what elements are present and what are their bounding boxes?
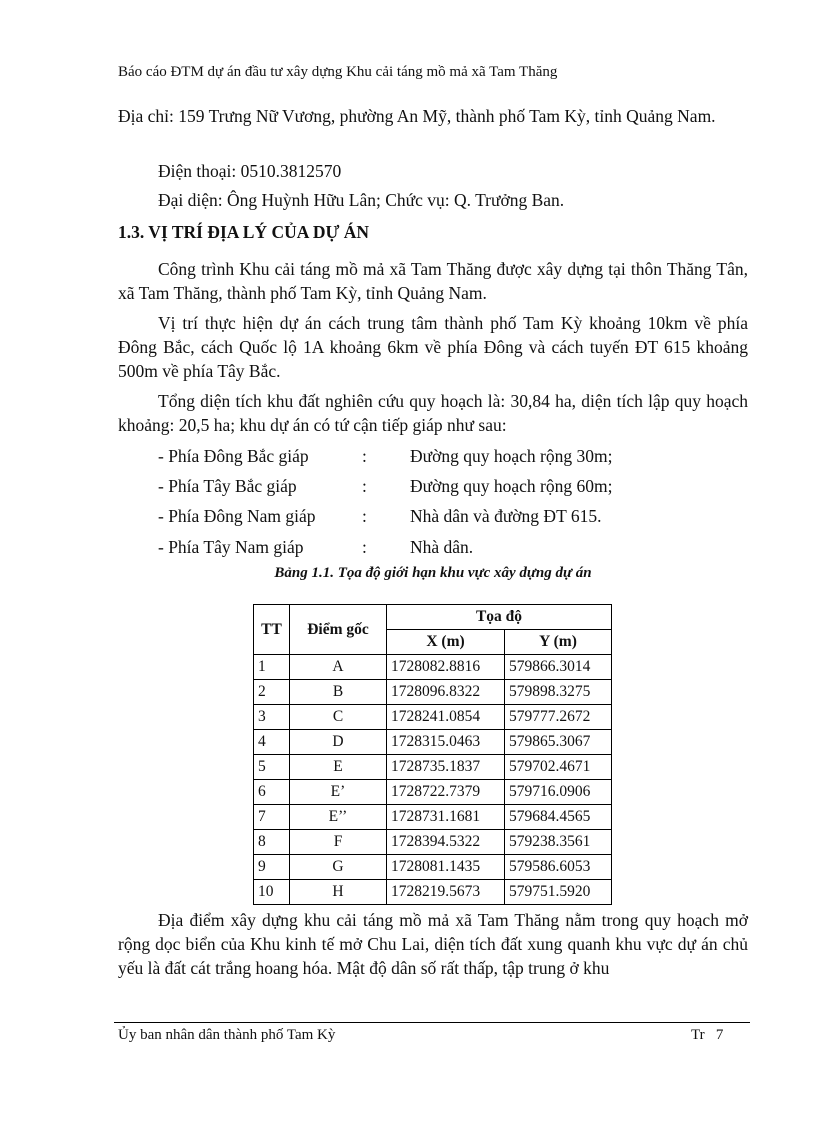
- border-description: Đường quy hoạch rộng 30m;: [410, 446, 613, 466]
- cell-y: 579751.5920: [505, 880, 612, 905]
- cell-x: 1728219.5673: [387, 880, 505, 905]
- cell-x: 1728735.1837: [387, 755, 505, 780]
- table-row: [254, 830, 612, 855]
- cell-y: 579702.4671: [505, 755, 612, 780]
- cell-x: 1728096.8322: [387, 680, 505, 705]
- cell-tt: 8: [254, 830, 290, 855]
- footer-organization: Ủy ban nhân dân thành phố Tam Kỳ: [118, 1027, 336, 1043]
- table-row: [254, 655, 612, 680]
- cell-point: B: [290, 680, 387, 705]
- address-paragraph: Địa chỉ: 159 Trưng Nữ Vương, phường An Mỹ, thành phố Tam Kỳ, tỉnh Quảng Nam.: [118, 106, 716, 126]
- table-row: [254, 680, 612, 705]
- border-separator: :: [362, 537, 367, 557]
- cell-x: 1728241.0854: [387, 705, 505, 730]
- cell-tt: 9: [254, 855, 290, 880]
- border-side: - Phía Tây Bắc giáp: [158, 476, 297, 496]
- cell-tt: 2: [254, 680, 290, 705]
- cell-tt: 4: [254, 730, 290, 755]
- cell-tt: 5: [254, 755, 290, 780]
- location-paragraph: Công trình Khu cải táng mồ mả xã Tam Thăng được xây dựng tại thôn Thăng Tân, xã Tam Thăng, thành phố Tam Kỳ, tỉnh Quảng Nam.: [118, 259, 748, 303]
- header-x: X (m): [387, 630, 505, 655]
- cell-tt: 1: [254, 655, 290, 680]
- cell-x: 1728081.1435: [387, 855, 505, 880]
- cell-x: 1728394.5322: [387, 830, 505, 855]
- cell-tt: 10: [254, 880, 290, 905]
- cell-point: E’: [290, 780, 387, 805]
- table-row: [254, 780, 612, 805]
- cell-y: 579777.2672: [505, 705, 612, 730]
- distance-paragraph: Vị trí thực hiện dự án cách trung tâm thành phố Tam Kỳ khoảng 10km về phía Đông Bắc, cách Quốc lộ 1A khoảng 6km về phía Đông và cách tuyến ĐT 615 khoảng 500m về phía Tây Bắc.: [118, 313, 748, 381]
- running-header: Báo cáo ĐTM dự án đầu tư xây dựng Khu cải táng mồ mả xã Tam Thăng: [118, 64, 558, 80]
- site-paragraph: Địa điểm xây dựng khu cải táng mồ mả xã Tam Thăng nằm trong quy hoạch mở rộng dọc biển của Khu kinh tế mở Chu Lai, diện tích đất xung quanh khu vực dự án chủ yếu là đất cát trắng hoang hóa. Mật độ dân số rất thấp, tập trung ở khu: [118, 910, 748, 978]
- table-row: [254, 755, 612, 780]
- phone-line: Điện thoại: 0510.3812570: [158, 161, 342, 181]
- border-separator: :: [362, 476, 367, 496]
- header-tt: TT: [254, 605, 290, 655]
- cell-y: 579586.6053: [505, 855, 612, 880]
- table-row: [254, 855, 612, 880]
- cell-y: 579684.4565: [505, 805, 612, 830]
- cell-point: C: [290, 705, 387, 730]
- cell-point: G: [290, 855, 387, 880]
- cell-point: D: [290, 730, 387, 755]
- section-heading: 1.3. VỊ TRÍ ĐỊA LÝ CỦA DỰ ÁN: [118, 222, 370, 242]
- cell-tt: 6: [254, 780, 290, 805]
- border-side: - Phía Đông Bắc giáp: [158, 446, 309, 466]
- border-separator: :: [362, 446, 367, 466]
- cell-y: 579865.3067: [505, 730, 612, 755]
- border-side: - Phía Đông Nam giáp: [158, 506, 316, 526]
- cell-x: 1728722.7379: [387, 780, 505, 805]
- border-separator: :: [362, 506, 367, 526]
- cell-y: 579898.3275: [505, 680, 612, 705]
- header-point: Điểm gốc: [290, 605, 387, 655]
- cell-point: H: [290, 880, 387, 905]
- cell-tt: 3: [254, 705, 290, 730]
- cell-point: F: [290, 830, 387, 855]
- border-side: - Phía Tây Nam giáp: [158, 537, 304, 557]
- coordinates-table: [253, 604, 612, 905]
- border-description: Đường quy hoạch rộng 60m;: [410, 476, 613, 496]
- cell-y: 579866.3014: [505, 655, 612, 680]
- table-row: [254, 705, 612, 730]
- cell-x: 1728315.0463: [387, 730, 505, 755]
- table-row: [254, 805, 612, 830]
- table-caption: Bảng 1.1. Tọa độ giới hạn khu vực xây dựng dự án: [274, 565, 592, 581]
- area-paragraph: Tổng diện tích khu đất nghiên cứu quy hoạch là: 30,84 ha, diện tích lập quy hoạch khoảng: 20,5 ha; khu dự án có tứ cận tiếp giáp như sau:: [118, 391, 748, 435]
- cell-point: A: [290, 655, 387, 680]
- table-row: [254, 730, 612, 755]
- cell-point: E: [290, 755, 387, 780]
- footer-divider: [114, 1022, 750, 1023]
- border-description: Nhà dân và đường ĐT 615.: [410, 506, 602, 526]
- cell-y: 579716.0906: [505, 780, 612, 805]
- cell-y: 579238.3561: [505, 830, 612, 855]
- header-coordinates: Tọa độ: [387, 605, 612, 630]
- table-row: [254, 880, 612, 905]
- cell-point: E’’: [290, 805, 387, 830]
- page-number: Tr 7: [691, 1027, 724, 1043]
- border-description: Nhà dân.: [410, 537, 474, 557]
- cell-tt: 7: [254, 805, 290, 830]
- representative-line: Đại diện: Ông Huỳnh Hữu Lân; Chức vụ: Q. Trưởng Ban.: [158, 190, 565, 210]
- cell-x: 1728731.1681: [387, 805, 505, 830]
- cell-x: 1728082.8816: [387, 655, 505, 680]
- header-y: Y (m): [505, 630, 612, 655]
